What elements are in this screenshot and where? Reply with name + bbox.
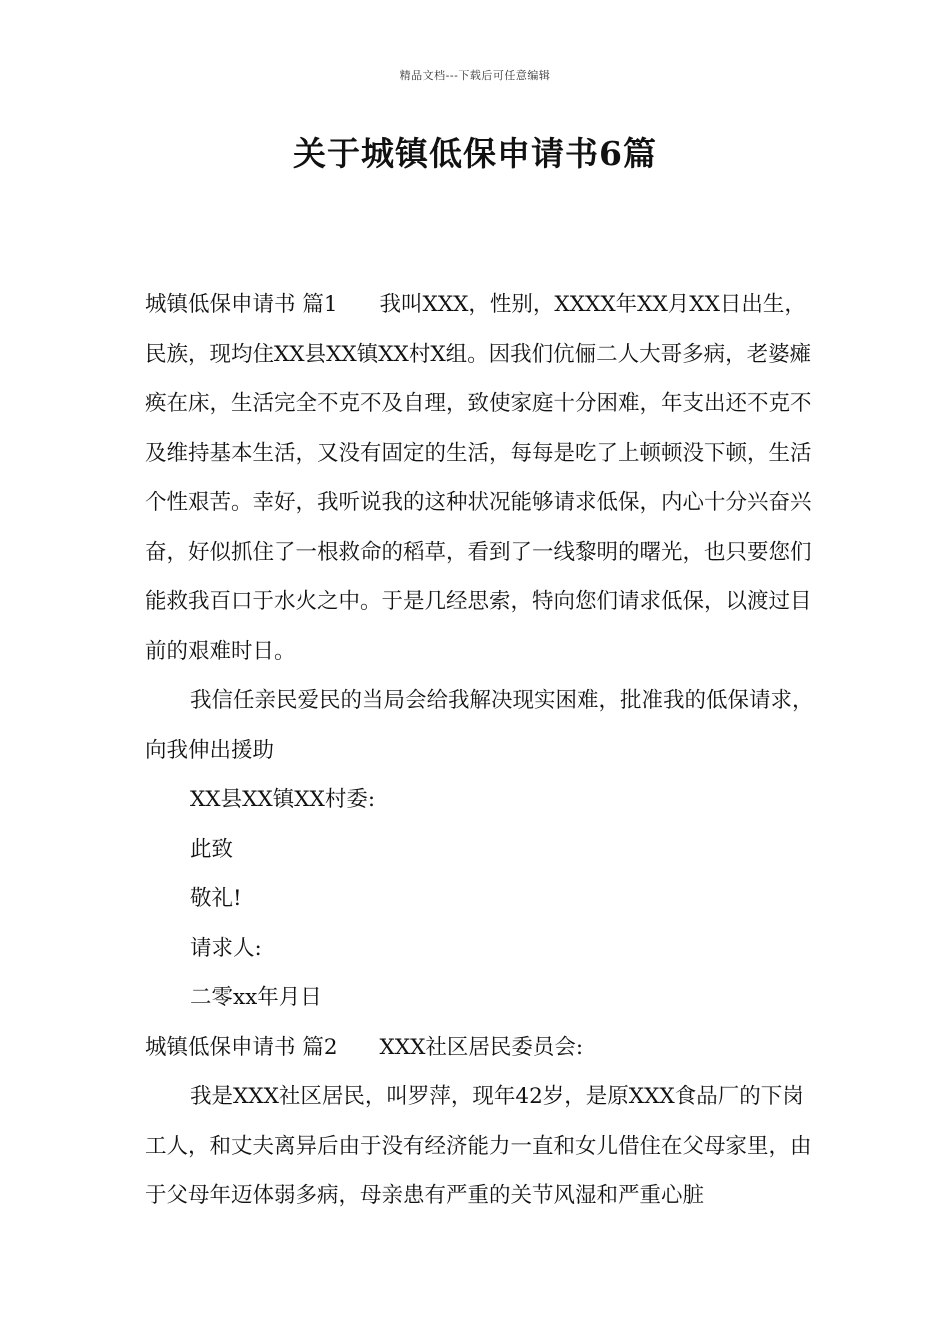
section1-date: 二零xx年月日 <box>190 985 322 1010</box>
section1-closing-greeting: 此致 <box>190 836 234 862</box>
section1-closing-salute: 敬礼! <box>190 886 242 911</box>
section2-addressee: XXX社区居民委员会: <box>379 1034 584 1060</box>
section2-first-line <box>145 1023 825 1073</box>
section1-paragraph2: 我信任亲民爱民的当局会给我解决现实困难，批准我的低保请求，向我伸出援助 <box>145 688 814 763</box>
section1-addressee: XX县XX镇XX村委: <box>190 787 376 812</box>
document-body <box>145 280 825 1221</box>
section1-first-paragraph <box>145 280 825 676</box>
document-title: 关于城镇低保申请书6篇 <box>293 134 657 173</box>
section1-applicant: 请求人: <box>190 935 262 961</box>
section2-paragraph1: 我是XXX社区居民，叫罗萍，现年42岁，是原XXX食品厂的下岗工人，和丈夫离异后由于没有经济能力一直和女儿借住在父母家里，由于父母年迈体弱多病，母亲患有严重的关节风湿和严重心脏 <box>145 1084 812 1208</box>
section1-opening-text: 我叫XXX，性别，XXXX年XX月XX日出生，民族，现均住XX县XX镇XX村X组。因我们伉俪二人大哥多病，老婆瘫痪在床，生活完全不克不及自理，致使家庭十分困难，年支出还不克不及维持基本生活，又没有固定的生活，每每是吃了上顿顿没下顿，生活个性艰苦。幸好，我听说我的这种状况能够请求低保，内心十分兴奋兴奋，好似抓住了一根救命的稻草，看到了一线黎明的曙光，也只要您们能救我百口于水火之中。于是几经思索，特向您们请求低保，以渡过目前的艰难时日。 <box>145 292 812 664</box>
header-note: 精品文档---下载后可任意编辑 <box>399 69 551 82</box>
section1-heading: 城镇低保申请书 篇1 <box>145 292 338 317</box>
section2-heading: 城镇低保申请书 篇2 <box>145 1034 338 1060</box>
